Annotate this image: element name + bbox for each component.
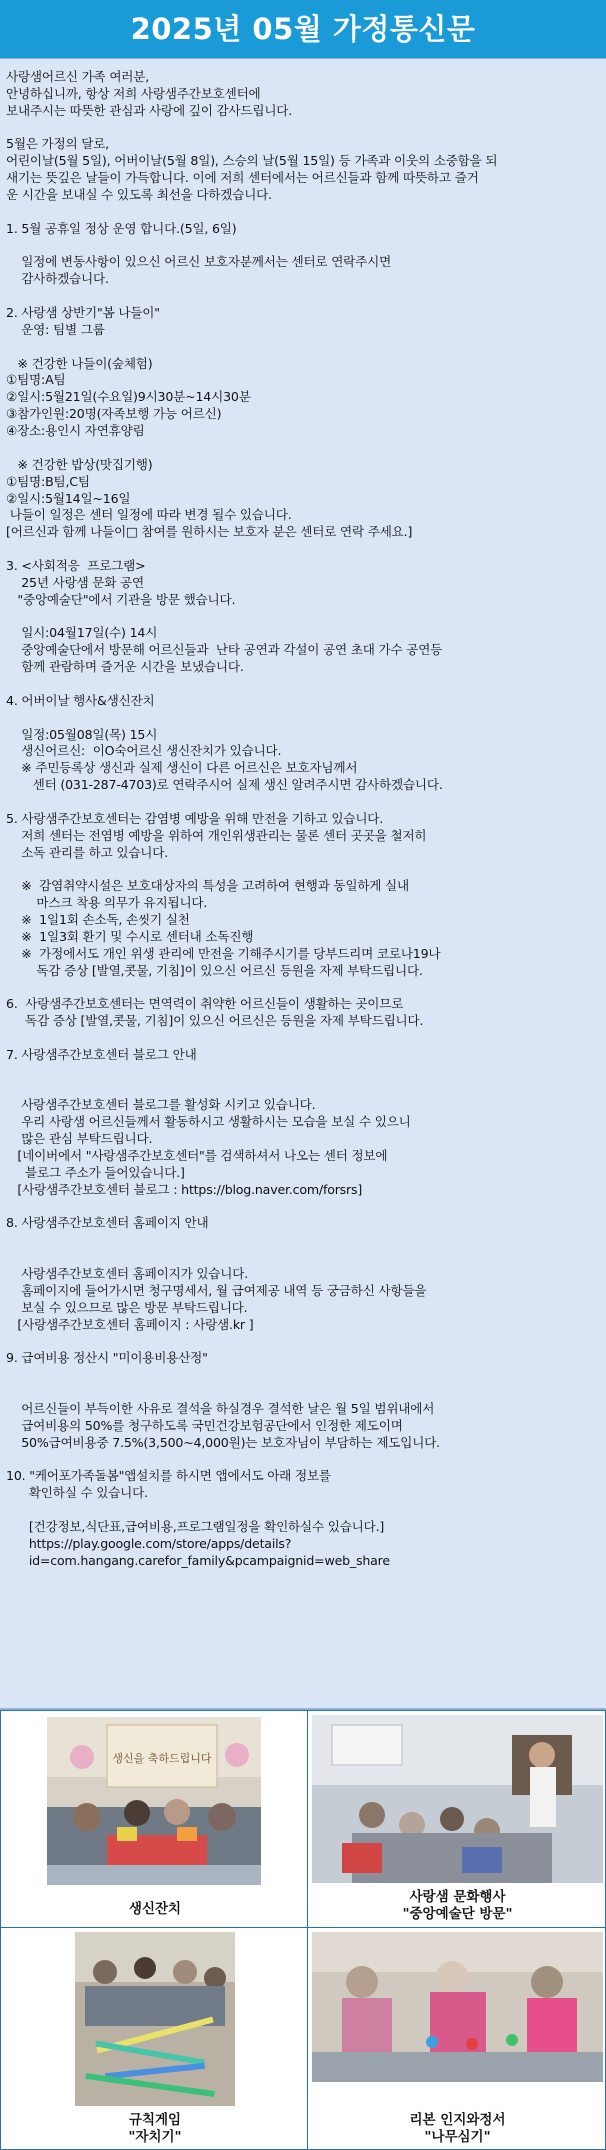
letter-line: 사랑샘주간보호센터 블로그를 활성화 시키고 있습니다. [6,1097,316,1113]
letter-line: ※ 감염취약시설은 보호대상자의 특성을 고려하여 현행과 동일하게 실내 [6,878,409,894]
letter-line: 9. 급여비용 정산시 "미이용비용산정" [6,1350,208,1366]
letter-line: ※ 건강한 나들이(숲체험) [6,355,153,371]
letter-line: 소독 관리를 하고 있습니다. [6,844,169,860]
letter-body [0,58,606,1710]
letter-line: 2. 사랑샘 상반기"봄 나들이" [6,305,160,321]
letter-line: 보실 수 있으므로 많은 방문 부탁드립니다. [6,1299,248,1315]
letter-line: 보내주시는 따뜻한 관심과 사랑에 깊이 감사드립니다. [6,102,293,118]
letter-line: [네이버에서 "사랑샘주간보호센터"를 검색하셔서 나오는 센터 정보에 [6,1148,388,1164]
letter-line: 운 시간을 보내실 수 있도록 최선을 다하겠습니다. [6,187,272,203]
letter-line: ※ 1일1회 손소독, 손씻기 실천 [6,912,190,927]
letter-line: ※ 주민등록상 생신과 실제 생신이 다른 어르신은 보호자님께서 [6,760,358,776]
letter-line: 우리 사랑샘 어르신들께서 활동하시고 생활하시는 모습을 보실 수 있으니 [6,1114,411,1130]
photo-grid [0,1710,606,2150]
photo-cell-ribbon [307,1927,606,2150]
letter-line: 5. 사랑샘주간보호센터는 감염병 예방을 위해 만전을 기하고 있습니다. [6,810,384,826]
stick-game-photo [75,1932,235,2106]
letter-line: 블로그 주소가 들어있습니다.] [6,1164,185,1180]
letter-line: [어르신과 함께 나들이□ 참여를 원하시는 보호자 분은 센터로 연락 주세요.] [6,524,413,540]
letter-line: 새기는 뜻깊은 날들이 가득합니다. 이에 저희 센터에서는 어르신들과 함께 따뜻하고 즐거 [6,170,479,186]
letter-line: 사랑샘주간보호센터 홈페이지가 있습니다. [6,1266,249,1282]
letter-line: ※ 가정에서도 개인 위생 관리에 만전을 기해주시기를 당부드리며 코로나19나 [6,945,441,961]
letter-line: 8. 사랑샘주간보호센터 홈페이지 안내 [6,1215,209,1231]
letter-line: [사랑샘주간보호센터 홈페이지 : 사랑샘.kr ] [6,1316,254,1332]
photo-cell-culture [307,1710,606,1928]
photo-caption-4: 리본 인지와정서 "나무심기" [409,2112,506,2145]
letter-line: 어르신들이 부득이한 사유로 결석을 하실경우 결석한 날은 월 5일 범위내에서 [6,1400,435,1416]
letter-line: 독감 증상 [발열,콧물, 기침]이 있으신 어르신은 등원을 자제 부탁드립니다. [6,1013,424,1029]
tree-planting-photo [312,1932,603,2082]
letter-line: "중앙예술단"에서 기관을 방문 했습니다. [6,591,236,607]
letter-line: ①팀명:A팀 [6,372,66,388]
letter-line: 운영: 팀별 그룹 [6,321,105,337]
letter-line: 4. 어버이날 행사&생신잔치 [6,692,155,708]
birthday-party-photo [47,1717,261,1885]
letter-line: ①팀명:B팀,C팀 [6,473,90,489]
letter-line: ②일시:5월21일(수요일)9시30분~14시30분 [6,389,251,405]
letter-line: 홈페이지에 들어가시면 청구명세서, 월 급여제공 내역 등 궁금하신 사항들을 [6,1282,427,1298]
page-title: 2025년 05월 가정통신문 [0,0,606,58]
letter-line: [사랑샘주간보호센터 블로그 : https://blog.naver.com/forsrs] [6,1181,363,1197]
letter-line: 나들이 일정은 센터 일정에 따라 변경 될수 있습니다. [6,507,292,523]
letter-line: 생신어르신: 이O숙어르신 생신잔치가 있습니다. [6,743,282,759]
letter-line: 독감 증상 [발열,콧물, 기침]이 있으신 어르신 등원을 자제 부탁드립니다. [6,962,423,978]
letter-line: 일정:05월08일(목) 15시 [6,726,158,742]
banner-text: 생신을 축하드립니다 [112,1752,212,1765]
letter-line: 50%급여비용중 7.5%(3,500~4,000원)는 보호자님이 부담하는 제도입니다. [6,1434,440,1450]
photo-caption-2: 사랑샘 문화행사 "중앙예술단 방문" [402,1889,513,1922]
letter-line: 3. <사회적응 프로그램> [6,557,146,573]
letter-line: 안녕하십니까, 항상 저희 사랑샘주간보호센터에 [6,85,261,101]
photo-cell-birthday [0,1710,308,1928]
letter-line: ④장소:용인시 자연휴양림 [6,423,145,439]
photo-caption-3: 규칙게임 "자치기" [128,2112,182,2145]
letter-line: ※ 1일3회 환기 및 수시로 센터내 소독진행 [6,928,254,944]
letter-line: 일시:04월17일(수) 14시 [6,625,158,641]
letter-line: https://play.google.com/store/apps/details? [6,1535,292,1551]
letter-line: 중앙예술단에서 방문해 어르신들과 난타 공연과 각설이 공연 초대 가수 공연등 [6,642,443,658]
letter-line: id=com.hangang.carefor_family&pcampaignid=web_share [6,1552,390,1568]
letter-line: 7. 사랑샘주간보호센터 블로그 안내 [6,1046,197,1062]
letter-line: 저희 센터는 전염병 예방을 위하여 개인위생관리는 물론 센터 곳곳을 철저히 [6,827,427,843]
letter-line: 25년 사랑샘 문화 공연 [6,574,144,590]
letter-line: 6. 사랑샘주간보호센터는 면역력이 취약한 어르신들이 생활하는 곳이므로 [6,996,404,1012]
letter-line: 함께 관람하며 즐거운 시간을 보냈습니다. [6,659,244,675]
letter-line: ③참가인원:20명(자족보행 가능 어르신) [6,406,222,422]
letter-line: 5월은 가정의 달로, [6,136,109,152]
letter-line: [건강정보,식단표,급여비용,프로그램일정을 확인하실수 있습니다.] [6,1518,385,1534]
photo-cell-game [0,1927,308,2150]
letter-line: 10. "케어포가족돌봄"앱설치를 하시면 앱에서도 아래 정보를 [6,1468,331,1484]
letter-line: ※ 건강한 밥상(맛집기행) [6,456,153,472]
letter-line: 급여비용의 50%를 청구하도록 국민건강보험공단에서 인정한 제도이며 [6,1417,403,1433]
letter-line: 마스크 착용 의무가 유지됩니다. [6,895,208,911]
letter-line: 확인하실 수 있습니다. [6,1485,148,1501]
letter-line: 어린이날(5월 5일), 어버이날(5월 8일), 스승의 날(5월 15일) 등 가족과 이웃의 소중함을 되 [6,153,498,169]
letter-line: 1. 5월 공휴일 정상 운영 합니다.(5일, 6일) [6,220,237,236]
culture-event-photo [312,1715,603,1883]
letter-line: 센터 (031-287-4703)로 연락주시어 실제 생신 알려주시면 감사하겠습니다. [6,777,443,793]
letter-line: 감사하겠습니다. [6,271,109,287]
photo-caption-1: 생신잔치 [128,1901,182,1917]
letter-line: 많은 관심 부탁드립니다. [6,1131,153,1147]
letter-line: 일정에 변동사항이 있으신 어르신 보호자분께서는 센터로 연락주시면 [6,254,392,270]
letter-line: 사랑샘어르신 가족 여러분, [6,69,150,84]
letter-line: ②일시:5월14일~16일 [6,490,131,506]
